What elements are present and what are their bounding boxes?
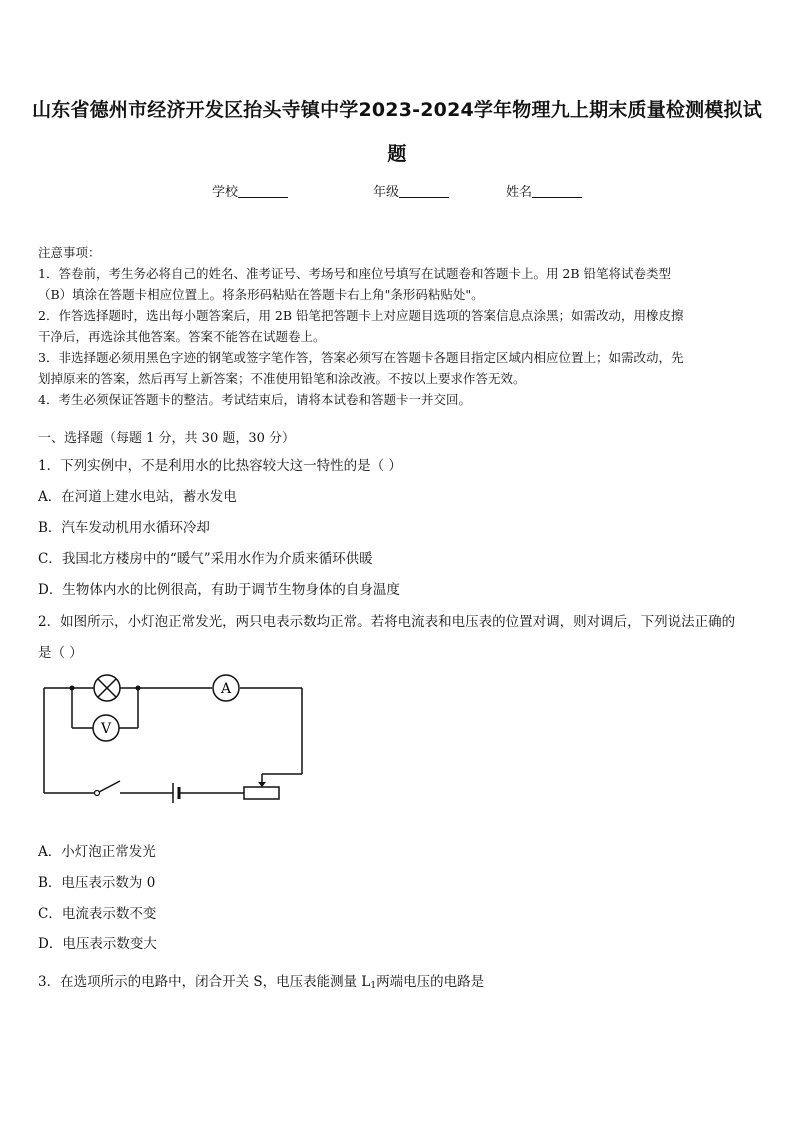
q1-option-b: B．汽车发动机用水循环冷却 [38,520,210,536]
voltmeter-label: V [100,721,112,737]
grade-label: 年级 [373,185,400,200]
q1-option-c: C．我国北方楼房中的“暖气”采用水作为介质来循环供暖 [38,551,373,567]
grade-field[interactable] [373,181,449,200]
notes-line: 划掉原来的答案，然后再写上新答案；不准使用铅笔和涂改液。不按以上要求作答无效。 [38,371,526,386]
ammeter-symbol [213,675,239,701]
grade-blank[interactable] [399,184,449,198]
school-blank[interactable] [238,184,288,198]
notes-line: 干净后，再选涂其他答案。答案不能答在试题卷上。 [38,329,326,344]
circuit-diagram [36,668,316,808]
switch-symbol [95,781,121,796]
q1-option-a: A．在河道上建水电站，蓄水发电 [38,489,237,505]
q3-stem-text: 3．在选项所示的电路中，闭合开关 S，电压表能测量 L [38,974,371,990]
title-line-2: 题 [387,143,407,165]
ammeter-label: A [220,681,232,697]
q3-subscript: 1 [370,981,377,991]
section-heading: 一、选择题（每题 1 分，共 30 题，30 分） [38,431,296,446]
lamp-symbol [94,675,120,701]
name-field[interactable] [506,181,582,200]
notes-block [38,242,758,410]
question-2-stem-line-1: 2．如图所示，小灯泡正常发光，两只电表示数均正常。若将电流表和电压表的位置对调，则对调后，下列说法正确的 [38,614,736,630]
notes-line: 3．非选择题必须用黑色字迹的钢笔或签字笔作答，答案必须写在答题卡各题目指定区域内相应位置上；如需改动，先 [38,350,684,365]
school-field[interactable] [212,181,288,200]
junction-dot [70,686,75,691]
q2-option-d: D．电压表示数变大 [38,936,157,952]
notes-line: （B）填涂在答题卡相应位置上。将条形码粘贴在答题卡右上角"条形码粘贴处"。 [38,287,484,302]
notes-heading: 注意事项： [38,245,101,260]
q2-option-a: A．小灯泡正常发光 [38,844,156,860]
question-2-stem-line-2: 是（ ） [38,645,83,661]
battery-symbol [173,783,179,803]
notes-line: 1．答卷前，考生务必将自己的姓名、准考证号、考场号和座位号填写在试题卷和答题卡上。用 2B 铅笔将试卷类型 [38,266,672,281]
title-line-1: 山东省德州市经济开发区抬头寺镇中学2023-2024学年物理九上期末质量检测模拟试 [32,99,762,121]
name-label: 姓名 [506,185,533,200]
exam-title [30,88,764,176]
question-1-stem: 1．下列实例中，不是利用水的比热容较大这一特性的是（ ） [38,458,402,474]
name-blank[interactable] [532,184,582,198]
notes-line: 4．考生必须保证答题卡的整洁。考试结束后，请将本试卷和答题卡一并交回。 [38,392,471,407]
notes-line: 2．作答选择题时，选出每小题答案后，用 2B 铅笔把答题卡上对应题目选项的答案信息点涂黑；如需改动，用橡皮擦 [38,308,684,323]
rheostat-symbol [244,782,279,799]
q3-stem-text-end: 两端电压的电路是 [376,974,485,990]
q2-option-b: B．电压表示数为 0 [38,875,156,891]
junction-dot [136,686,141,691]
question-3-stem [38,971,758,997]
q1-option-d: D．生物体内水的比例很高，有助于调节生物身体的自身温度 [38,582,400,598]
q2-option-c: C．电流表示数不变 [38,906,157,922]
voltmeter-symbol [93,715,119,741]
school-label: 学校 [212,185,239,200]
student-info-row [0,181,794,201]
